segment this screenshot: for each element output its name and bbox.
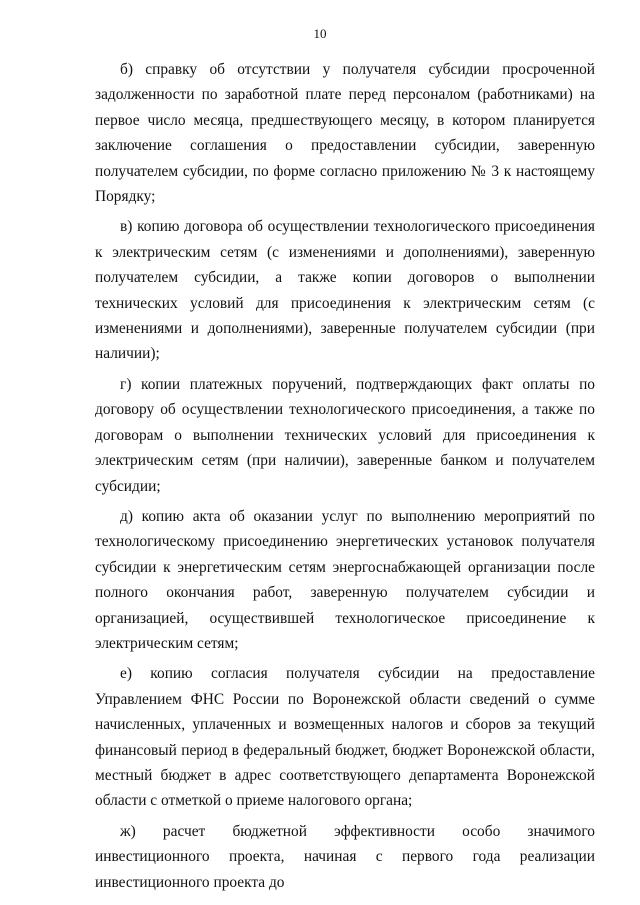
document-body	[95, 57, 595, 900]
paragraph-g: г) копии платежных поручений, подтверждающих факт оплаты по договору об осуществлении технологического присоединения, а также по договорам о выполнении технических условий для присоединения к электрическим сетям (при наличии), заверенные банком и получателем субсидии;	[95, 375, 595, 495]
paragraph-e: е) копию согласия получателя субсидии на предоставление Управлением ФНС России по Воронежской области сведений о сумме начисленных, уплаченных и возмещенных налогов и сборов за текущий финансовый период в федеральный бюджет, бюджет Воронежской области, местный бюджет в адрес соответствующего департамента Воронежской области с отметкой о приеме налогового органа;	[95, 665, 595, 810]
paragraph-zh: ж) расчет бюджетной эффективности особо значимого инвестиционного проекта, начиная с первого года реализации инвестиционного проекта до	[95, 822, 595, 891]
page-number: 10	[313, 26, 327, 41]
paragraph-d: д) копию акта об оказании услуг по выполнению мероприятий по технологическому присоединению энергетических установок получателя субсидии к энергетическим сетям энергоснабжающей организации после полного окончания работ, заверенную получателем субсидии и организацией, осуществившей технологическое присоединение к электрическим сетям;	[95, 507, 595, 652]
paragraph-b: б) справку об отсутствии у получателя субсидии просроченной задолженности по заработной плате перед персоналом (работниками) на первое число месяца, предшествующего месяцу, в котором планируется заключение соглашения о предоставлении субсидии, заверенную получателем субсидии, по форме согласно приложению № 3 к настоящему Порядку;	[95, 61, 595, 206]
paragraph-v: в) копию договора об осуществлении технологического присоединения к электрическим сетям (с изменениями и дополнениями), заверенную получателем субсидии, а также копии договоров о выполнении технических условий для присоединения к электрическим сетям (с изменениями и дополнениями), заверенные получателем субсидии (при наличии);	[95, 218, 595, 363]
